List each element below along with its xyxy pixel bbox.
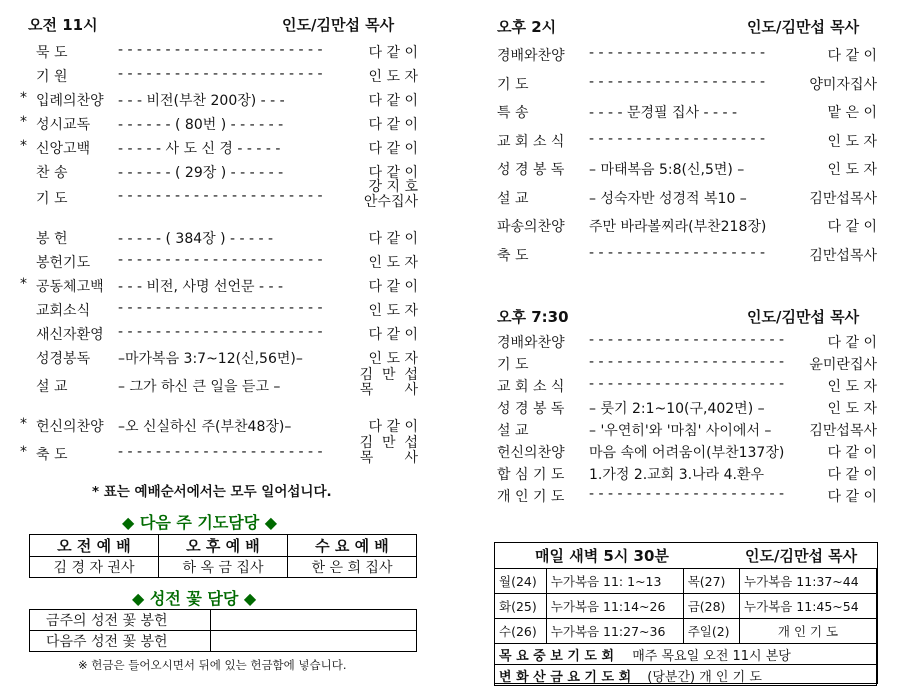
prayer-header-pm: 오 후 예 배 [159,535,288,557]
am-item-detail: - - - - - - ( 80번 ) - - - - - - [118,117,284,133]
pm2-item-detail: - - - - - - - - - - - - - - - - - - - [589,245,766,261]
pm2-row [497,245,877,267]
prayer-duty-title: ◆ 다음 주 기도담당 ◆ [122,513,278,532]
am-row [22,416,418,438]
dawn-row [495,594,877,619]
am-item-detail: - - - - - - - - - - - - - - - - - - - - - - [118,42,323,58]
pm2-row [497,188,877,210]
pm730-item-detail: - - - - - - - - - - - - - - - - - - - - - [589,354,785,370]
required-stand-mark: * [20,276,27,292]
flower-duty-table [29,609,417,652]
am-item-label: 봉헌기도 [36,255,91,271]
dawn-day: 화(25) [495,594,547,619]
pm2-row [497,216,877,238]
dawn-passage: 누가복음 11:14~26 [546,594,683,619]
pm2-item-leader: 김만섭목사 [809,248,877,264]
thursday-prayer-label: 목 요 중 보 기 도 회 [499,648,615,664]
am-item-leader: 다 같 이 [368,93,418,109]
friday-prayer-label: 변 화 산 금 요 기 도 회 [499,669,632,685]
dawn-passage: 누가복음 11:37~44 [740,569,877,594]
dawn-day: 수(26) [495,619,547,644]
am-item-detail: - - - - - ( 384장 ) - - - - - [118,231,274,247]
pm730-item-detail: 1.가정 2.교회 3.나라 4.환우 [589,467,764,483]
am-item-label: 입례의찬양 [36,93,104,109]
pm2-item-detail: - - - - 문경필 집사 - - - - [589,105,738,121]
am-item-label: 기 원 [36,69,68,85]
am-row [22,138,418,160]
am-row [22,42,418,64]
pm2-item-leader: 다 같 이 [827,48,877,64]
flower-this-week-value [211,610,417,631]
am-row [22,228,418,250]
pm2-item-label: 성 경 봉 독 [497,162,565,178]
prayer-name-wed: 한 은 희 집사 [288,557,417,578]
pm730-item-leader: 다 같 이 [827,489,877,505]
am-item-leader: 다 같 이 [368,327,418,343]
pm730-row [497,398,877,420]
am-item-leader: 인 도 자 [368,69,418,85]
pm730-header-leader: 인도/김만섭 목사 [747,308,860,326]
am-item-detail: - - - - - - - - - - - - - - - - - - - - - - [118,252,323,268]
pm730-row [497,420,877,442]
dawn-passage: 개 인 기 도 [740,619,877,644]
am-item-detail: - - - - - - ( 29장 ) - - - - - - [118,165,284,181]
pm2-item-label: 특 송 [497,105,529,121]
pm730-item-label: 개 인 기 도 [497,489,565,505]
pm730-item-leader: 김만섭목사 [809,423,877,439]
stand-note: * 표는 예배순서에서는 모두 일어섭니다. [92,484,332,500]
am-item-label: 교회소식 [36,303,91,319]
am-item-label: 봉 헌 [36,231,68,247]
dawn-leader: 인도/김만섭 목사 [745,547,858,565]
am-item-leader: 다 같 이 [368,279,418,295]
pm730-item-label: 합 심 기 도 [497,467,565,483]
pm2-item-leader: 김만섭목사 [809,191,877,207]
dawn-day: 월(24) [495,569,547,594]
pm2-item-detail: - - - - - - - - - - - - - - - - - - - [589,131,766,147]
am-item-detail: – 그가 하신 큰 일을 듣고 – [118,379,281,395]
flower-duty-title: ◆ 성전 꽃 담당 ◆ [132,589,257,608]
am-item-label: 축 도 [36,447,68,463]
pm2-item-detail: – 성숙자반 성경적 복10 – [589,191,747,207]
am-row [22,114,418,136]
prayer-name-pm: 하 옥 금 집사 [159,557,288,578]
pm2-item-label: 경배와찬양 [497,48,565,64]
required-stand-mark: * [20,114,27,130]
required-stand-mark: * [20,444,27,460]
pm2-item-label: 설 교 [497,191,529,207]
pm730-item-detail: 마음 속에 어려움이(부찬137장) [589,445,785,461]
am-row [22,348,418,370]
offering-footnote: ※ 헌금은 들어오시면서 뒤에 있는 헌금함에 넣습니다. [78,658,347,672]
pm2-row [497,102,877,124]
pm730-item-leader: 인 도 자 [827,401,877,417]
am-item-label: 새신자환영 [36,327,104,343]
pm2-item-label: 축 도 [497,248,529,264]
am-row [22,324,418,346]
dawn-passage: 누가복음 11: 1~13 [546,569,683,594]
flower-next-week-value [211,631,417,652]
pm730-item-detail: - - - - - - - - - - - - - - - - - - - - - [589,486,785,502]
am-row [22,66,418,88]
pm2-item-detail: – 마태복음 5:8(신,5면) – [589,162,745,178]
pm2-item-leader: 인 도 자 [827,134,877,150]
pm730-item-detail: - - - - - - - - - - - - - - - - - - - - - [589,376,785,392]
dawn-schedule-table [494,568,877,686]
pm2-row [497,45,877,67]
am-item-detail: - - - 비전(부찬 200장) - - - [118,93,285,109]
prayer-name-am: 김 경 자 권사 [30,557,159,578]
am-item-detail: - - - - - - - - - - - - - - - - - - - - - - [118,324,323,340]
pm2-item-leader: 양미자집사 [809,77,877,93]
pm2-item-leader: 다 같 이 [827,219,877,235]
am-item-label: 기 도 [36,191,68,207]
am-item-label: 묵 도 [36,45,68,61]
am-item-leader: 다 같 이 [368,45,418,61]
am-item-leader: 인 도 자 [368,303,418,319]
pm2-item-label: 기 도 [497,77,529,93]
pm730-header-time: 오후 7:30 [497,308,569,326]
am-item-detail: - - - - - - - - - - - - - - - - - - - - - - [118,300,323,316]
prayer-header-am: 오 전 예 배 [30,535,159,557]
am-item-leader: 인 도 자 [368,255,418,271]
am-item-detail: - - - - - 사 도 신 경 - - - - - [118,141,281,157]
thursday-prayer-text: 매주 목요일 오전 11시 본당 [632,648,791,664]
am-item-label: 성경봉독 [36,351,91,367]
am-header-leader: 인도/김만섭 목사 [282,16,395,34]
am-item-label: 헌신의찬양 [36,419,104,435]
am-row [20,435,418,466]
required-stand-mark: * [20,138,27,154]
am-row [22,276,418,298]
am-item-label: 찬 송 [36,165,68,181]
pm730-item-label: 헌신의찬양 [497,445,565,461]
am-row [22,300,418,322]
am-item-leader: 다 같 이 [368,117,418,133]
pm730-row [497,376,877,398]
am-item-detail: - - - - - - - - - - - - - - - - - - - - - - [118,66,323,82]
pm2-item-detail: - - - - - - - - - - - - - - - - - - - [589,45,766,61]
am-item-leader: 김 만 섭 목 사 [359,435,418,466]
pm730-item-label: 설 교 [497,423,529,439]
am-item-detail: –오 신실하신 주(부찬48장)– [118,419,292,435]
pm2-row [497,131,877,153]
pm2-header-time: 오후 2시 [497,18,557,36]
pm730-item-leader: 다 같 이 [827,445,877,461]
flower-this-week-label: 금주의 성전 꽃 봉헌 [30,610,211,631]
am-item-leader: 다 같 이 [368,419,418,435]
pm2-item-detail: - - - - - - - - - - - - - - - - - - - [589,74,766,90]
am-row [22,252,418,274]
dawn-day: 금(28) [683,594,739,619]
pm2-header-leader: 인도/김만섭 목사 [747,18,860,36]
required-stand-mark: * [20,416,27,432]
am-item-label: 신앙고백 [36,141,91,157]
pm730-item-leader: 다 같 이 [827,335,877,351]
am-item-leader: 다 같 이 [368,165,418,181]
am-header-time: 오전 11시 [28,16,98,34]
am-item-label: 공동체고백 [36,279,104,295]
pm730-item-detail: - - - - - - - - - - - - - - - - - - - - - [589,332,785,348]
am-item-leader: 김 만 섭 목 사 [359,367,418,398]
am-item-leader: 다 같 이 [368,231,418,247]
am-row [22,90,418,112]
am-item-detail: –마가복음 3:7~12(신,56면)– [118,351,303,367]
am-item-leader: 강 지 호 안수집사 [363,179,418,210]
am-item-leader: 인 도 자 [368,351,418,367]
pm730-row [497,354,877,376]
pm730-item-label: 경배와찬양 [497,335,565,351]
dawn-passage: 누가복음 11:45~54 [740,594,877,619]
pm730-item-label: 기 도 [497,357,529,373]
flower-next-week-label: 다음주 성전 꽃 봉헌 [30,631,211,652]
prayer-header-wed: 수 요 예 배 [288,535,417,557]
pm2-item-detail: 주만 바라볼찌라(부찬218장) [589,219,767,235]
pm730-row [497,442,877,464]
pm730-item-leader: 윤미란집사 [809,357,877,373]
am-item-detail: - - - - - - - - - - - - - - - - - - - - - - [118,444,323,460]
dawn-row [495,619,877,644]
pm2-item-label: 교 회 소 식 [497,134,565,150]
pm730-item-detail: – 룻기 2:1~10(구,402면) – [589,401,765,417]
dawn-title: 매일 새벽 5시 30분 [535,547,669,565]
am-item-leader: 다 같 이 [368,141,418,157]
am-item-label: 설 교 [36,379,68,395]
required-stand-mark: * [20,90,27,106]
prayer-duty-table [29,534,417,578]
dawn-day: 목(27) [683,569,739,594]
dawn-prayer-box [494,542,878,684]
pm730-item-label: 교 회 소 식 [497,379,565,395]
pm730-item-leader: 다 같 이 [827,467,877,483]
dawn-passage: 누가복음 11:27~36 [546,619,683,644]
pm730-row [497,332,877,354]
pm2-item-leader: 맡 은 이 [827,105,877,121]
dawn-day: 주일(2) [683,619,739,644]
pm2-row [497,74,877,96]
am-row [22,367,418,398]
am-row [22,179,418,210]
am-item-detail: - - - 비전, 사명 선언문 - - - [118,279,284,295]
friday-prayer-text: (당분간) 개 인 기 도 [647,669,762,685]
pm730-row [497,464,877,486]
pm730-item-label: 성 경 봉 독 [497,401,565,417]
pm2-item-label: 파송의찬양 [497,219,565,235]
am-item-detail: - - - - - - - - - - - - - - - - - - - - - - [118,188,323,204]
pm2-row [497,159,877,181]
am-item-label: 성시교독 [36,117,91,133]
pm730-item-detail: – '우연히'와 '마침' 사이에서 – [589,423,772,439]
pm730-row [497,486,877,508]
dawn-row [495,569,877,594]
pm2-item-leader: 인 도 자 [827,162,877,178]
pm730-item-leader: 인 도 자 [827,379,877,395]
am-row [22,162,418,184]
